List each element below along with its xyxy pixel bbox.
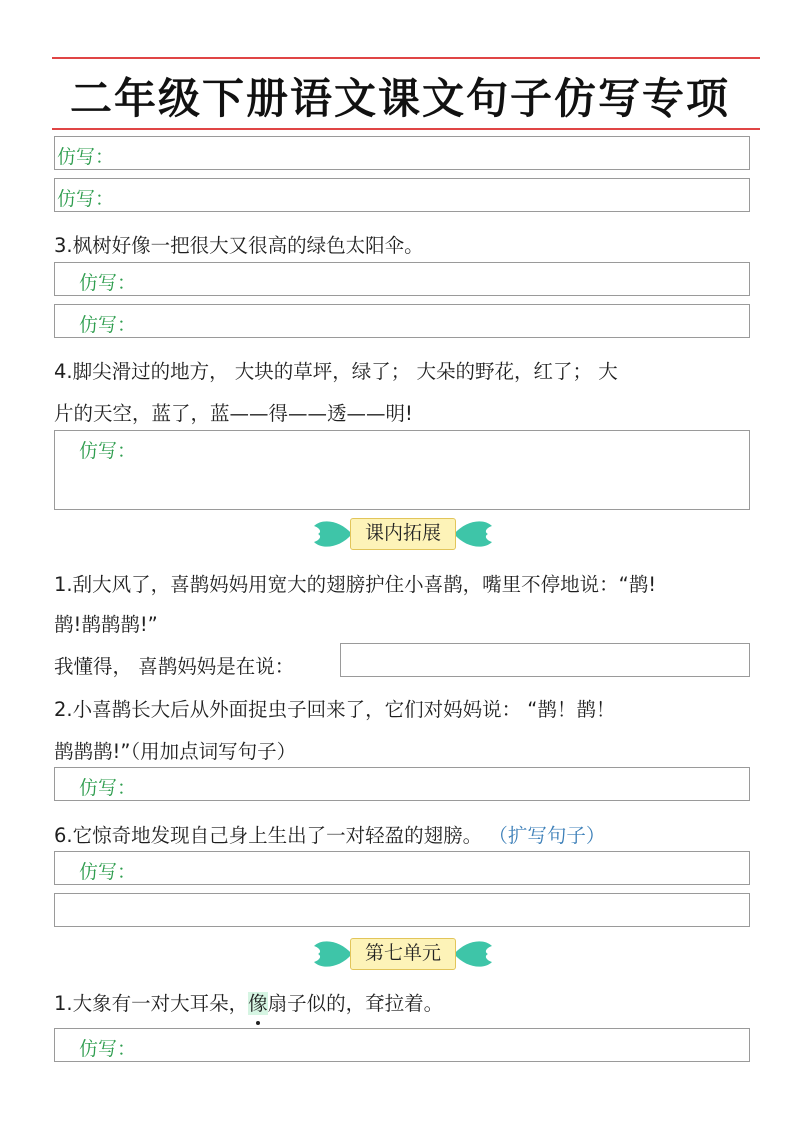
- fangxie-label: 仿写：: [79, 314, 137, 336]
- page-title: 二年级下册语文课文句子仿写专项: [69, 74, 730, 123]
- unit7-sentence-prefix: 1.大象有一对大耳朵，: [54, 992, 249, 1015]
- answer-box-1[interactable]: [54, 136, 750, 170]
- answer-box-9[interactable]: [54, 893, 750, 927]
- fangxie-label: 仿写：: [79, 861, 137, 883]
- section-badge-unit7: [312, 936, 494, 972]
- kenei-item-1-line-1: 1.刮大风了，喜鹊妈妈用宽大的翅膀护住小喜鹊，嘴里不停地说：“鹊!: [54, 573, 657, 596]
- kenei-item-2-line-1: 2.小喜鹊长大后从外面捉虫子回来了，它们对妈妈说： “鹊！鹊！: [54, 698, 616, 721]
- unit7-sentence-suffix: 扇子似的，耷拉着。: [267, 992, 444, 1015]
- answer-box-5[interactable]: [54, 430, 750, 510]
- fangxie-label: 仿写：: [79, 777, 137, 799]
- fangxie-label: 仿写：: [57, 146, 115, 168]
- section-badge-kenei: [312, 516, 494, 552]
- emphasis-dot-icon: [256, 1021, 260, 1025]
- answer-box-6[interactable]: [340, 643, 750, 677]
- sentence-4-line-2: 片的天空，蓝了，蓝——得——透——明!: [54, 402, 413, 425]
- section-badge-label: 第七单元: [350, 938, 456, 970]
- sentence-6: [54, 820, 605, 848]
- dotted-keyword: [248, 992, 268, 1015]
- kenei-item-1-answer-prefix: 我懂得， 喜鹊妈妈是在说：: [54, 655, 295, 678]
- top-red-rule: [52, 57, 760, 59]
- bottom-red-rule: [52, 128, 760, 130]
- sentence-3: 3.枫树好像一把很大又很高的绿色太阳伞。: [54, 234, 424, 257]
- answer-box-8[interactable]: [54, 851, 750, 885]
- fangxie-label: 仿写：: [79, 1038, 137, 1060]
- fangxie-label: 仿写：: [57, 188, 115, 210]
- sentence-6-text: 6.它惊奇地发现自己身上生出了一对轻盈的翅膀。: [54, 824, 483, 847]
- unit7-sentence-1: [54, 988, 443, 1016]
- answer-box-2[interactable]: [54, 178, 750, 212]
- fangxie-label: 仿写：: [79, 440, 137, 462]
- kenei-item-2-line-2: 鹊鹊鹊!”（用加点词写句子）: [54, 740, 297, 763]
- sentence-4-line-1: 4.脚尖滑过的地方， 大块的草坪，绿了； 大朵的野花，红了； 大: [54, 360, 618, 383]
- answer-box-4[interactable]: [54, 304, 750, 338]
- fangxie-label: 仿写：: [79, 272, 137, 294]
- section-badge-label: 课内拓展: [350, 518, 456, 550]
- answer-box-7[interactable]: [54, 767, 750, 801]
- kenei-item-1-line-2: 鹊!鹊鹊鹊!”: [54, 613, 158, 636]
- dotted-keyword-text: 像: [248, 992, 268, 1015]
- expand-sentence-note: （扩写句子）: [488, 824, 606, 847]
- answer-box-3[interactable]: [54, 262, 750, 296]
- answer-box-10[interactable]: [54, 1028, 750, 1062]
